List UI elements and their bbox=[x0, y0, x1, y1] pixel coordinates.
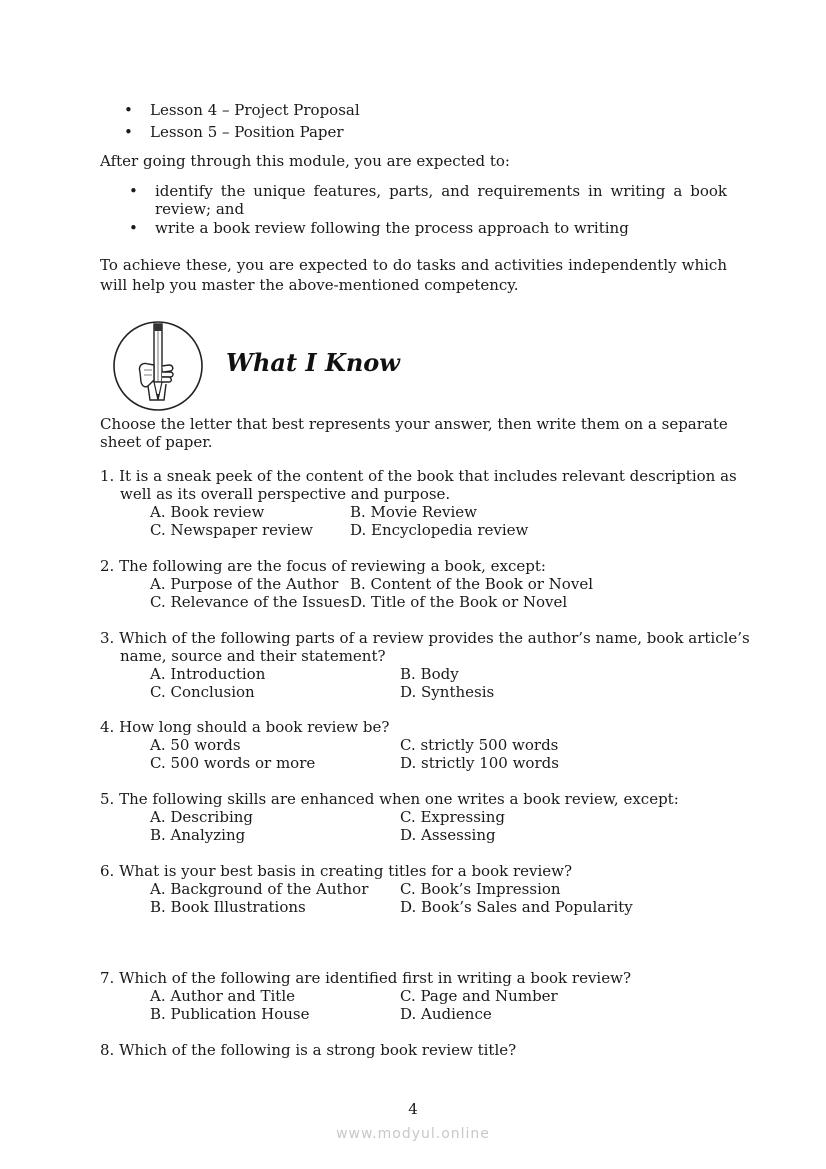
answer-choice: D. Title of the Book or Novel bbox=[350, 593, 568, 611]
answer-choice: B. Analyzing bbox=[150, 826, 246, 844]
answer-choice: A. Describing bbox=[150, 808, 254, 826]
objective-item: • identify the unique features, parts, and requirements in writing a book bbox=[155, 182, 727, 200]
answer-choice: D. strictly 100 words bbox=[400, 754, 559, 772]
question-text: 2. The following are the focus of reviewing a book, except: bbox=[100, 557, 546, 575]
watermark: www.modyul.online bbox=[336, 1126, 490, 1142]
question-text: 8. Which of the following is a strong book review title? bbox=[100, 1041, 517, 1059]
answer-choice: A. Book review bbox=[150, 503, 265, 521]
answer-choice: D. Assessing bbox=[400, 826, 496, 844]
answer-choice: C. Book’s Impression bbox=[400, 880, 561, 898]
answer-choice: D. Audience bbox=[400, 1005, 492, 1023]
lesson-item: • Lesson 4 – Project Proposal bbox=[150, 101, 360, 119]
instructions-line: sheet of paper. bbox=[100, 433, 213, 451]
question-text: 3. Which of the following parts of a review provides the author’s name, book article’s bbox=[100, 629, 750, 647]
answer-choice: A. Introduction bbox=[150, 665, 266, 683]
answer-choice: C. Newspaper review bbox=[150, 521, 314, 539]
question-text: 7. Which of the following are identified first in writing a book review? bbox=[100, 969, 631, 987]
answer-choice: D. Encyclopedia review bbox=[350, 521, 529, 539]
expectations-intro: After going through this module, you are expected to: bbox=[100, 152, 510, 170]
answer-choice: D. Book’s Sales and Popularity bbox=[400, 898, 633, 916]
answer-choice: A. 50 words bbox=[150, 736, 241, 754]
objective-item-continued: review; and bbox=[155, 200, 245, 218]
answer-choice: A. Background of the Author bbox=[150, 880, 369, 898]
achieve-paragraph-line: To achieve these, you are expected to do tasks and activities independently which bbox=[100, 256, 727, 274]
question-text: 5. The following skills are enhanced when one writes a book review, except: bbox=[100, 790, 679, 808]
question-text: 4. How long should a book review be? bbox=[100, 718, 390, 736]
answer-choice: B. Movie Review bbox=[350, 503, 478, 521]
answer-choice: B. Content of the Book or Novel bbox=[350, 575, 593, 593]
answer-choice: C. strictly 500 words bbox=[400, 736, 559, 754]
answer-choice: D. Synthesis bbox=[400, 683, 495, 701]
question-text-continued: well as its overall perspective and purpose. bbox=[120, 485, 451, 503]
answer-choice: B. Publication House bbox=[150, 1005, 310, 1023]
lesson-item: • Lesson 5 – Position Paper bbox=[150, 123, 344, 141]
answer-choice: C. 500 words or more bbox=[150, 754, 316, 772]
achieve-paragraph-line: will help you master the above-mentioned competency. bbox=[100, 276, 519, 294]
answer-choice: C. Relevance of the Issues bbox=[150, 593, 350, 611]
question-text-continued: name, source and their statement? bbox=[120, 647, 386, 665]
question-text: 1. It is a sneak peek of the content of the book that includes relevant description as bbox=[100, 467, 737, 485]
section-title: What I Know bbox=[226, 348, 400, 377]
answer-choice: C. Page and Number bbox=[400, 987, 558, 1005]
answer-choice: C. Expressing bbox=[400, 808, 505, 826]
answer-choice: B. Body bbox=[400, 665, 459, 683]
answer-choice: A. Purpose of the Author bbox=[150, 575, 339, 593]
answer-choice: A. Author and Title bbox=[150, 987, 295, 1005]
hand-pencil-icon bbox=[112, 320, 204, 412]
answer-choice: C. Conclusion bbox=[150, 683, 255, 701]
instructions-line: Choose the letter that best represents your answer, then write them on a separate bbox=[100, 415, 728, 433]
objective-item: • write a book review following the process approach to writing bbox=[155, 219, 629, 237]
question-text: 6. What is your best basis in creating titles for a book review? bbox=[100, 862, 573, 880]
page-number: 4 bbox=[408, 1100, 418, 1118]
answer-choice: B. Book Illustrations bbox=[150, 898, 306, 916]
